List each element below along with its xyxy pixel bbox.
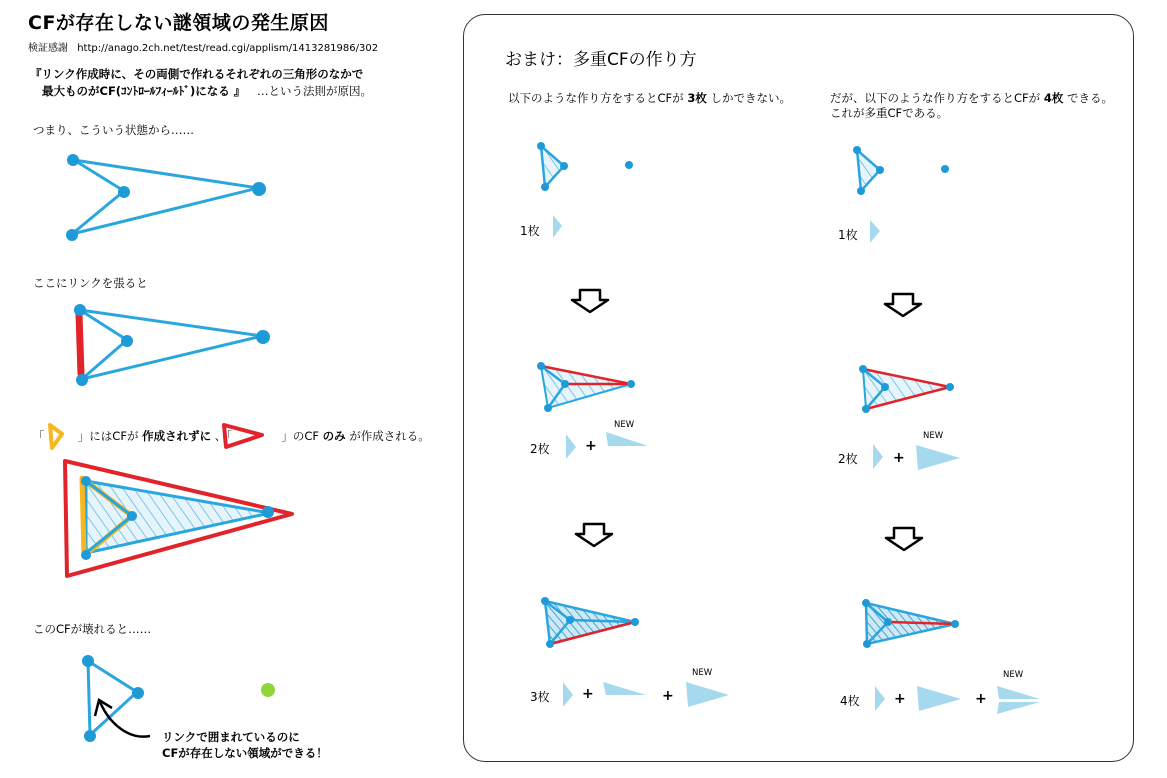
step4-text: このCFが壊れると…… [33,622,152,636]
col1-count-2: 2枚 [530,442,550,456]
col2-count-2: 2枚 [838,452,858,466]
rule-line-1: 『リンク作成時に、その両側で作れるそれぞれの三角形のなかで [30,67,364,81]
col2-intro-pre: だが、以下のような作り方をするとCFが [830,91,1044,105]
col1-intro-bold: 3枚 [687,91,707,105]
portal-dot [857,187,865,195]
link [88,661,90,735]
col1-intro-pre: 以下のような作り方をするとCFが [508,91,688,105]
rule-line-2 [42,83,372,99]
bonus-heading: おまけ：多重CFの作り方 [505,50,697,70]
col2-intro-bold: 4枚 [1043,91,1064,105]
col2-count-3: 4枚 [840,694,860,708]
link [74,160,258,188]
bonus-diagrams [0,0,1,1]
col1-intro [508,90,791,106]
portal-dot [537,362,545,370]
legend-text-1: 」にはCFが [77,429,139,443]
portal-dot [132,687,144,699]
plus-sign: + [894,691,906,707]
portal-dot [74,304,86,316]
plus-sign: + [582,686,594,702]
portal-dot [862,405,870,413]
main-title: CFが存在しない謎領域の発生原因 [28,12,329,34]
plus-sign: + [585,438,597,454]
portal-dot [82,655,94,667]
rule-suffix: …という法則が原因。 [256,84,372,98]
portal-dot [262,506,274,518]
portal-dot [256,330,270,344]
portal-dot [84,730,96,742]
portal-dot [81,550,91,560]
new-link [79,314,81,374]
portal-dot [544,404,552,412]
legend-line [33,428,430,444]
portal-dot [876,166,884,174]
plus-sign: + [662,688,674,704]
credit-label: 検証感謝 [28,43,68,54]
legend-open-bracket: 「 [33,429,45,443]
step2-text: ここにリンクを張ると [33,276,148,290]
portal-dot [853,146,861,154]
step1-text: つまり、こういう状態から…… [33,123,194,137]
callout-line-1: リンクで囲まれているのに [162,730,300,744]
portal-dot [862,599,870,607]
portal-dot [941,165,949,173]
new-label: NEW [923,431,944,441]
portal-dot [66,229,78,241]
portal-dot [627,380,635,388]
callout-line-2: CFが存在しない領域ができる！ [162,746,328,760]
portal-dot [127,511,137,521]
new-label: NEW [1003,670,1024,680]
col2-intro [830,90,1113,106]
col2-intro-post: できる。 [1063,91,1113,105]
col1-count-3: 3枚 [530,690,550,704]
portal-dot [67,154,79,166]
lime-dot [261,683,275,697]
portal-dot [560,162,568,170]
plus-sign: + [975,691,987,707]
link [80,310,262,336]
col2-intro-line2: これが多重CFである。 [830,106,949,120]
portal-dot [118,186,130,198]
portal-dot [881,383,889,391]
portal-dot [252,182,266,196]
legend-bold-2: のみ [322,429,346,443]
portal-dot [625,161,633,169]
portal-dot [863,640,871,648]
portal-dot [546,640,554,648]
col2-count-1: 1枚 [838,228,858,242]
credit-line [28,39,378,54]
credit-url[interactable]: http://anago.2ch.net/test/read.cgi/applism/1413281986/302 [77,43,379,54]
portal-dot [884,618,892,626]
plus-sign: + [893,450,905,466]
legend-text-2: 、「 [214,429,233,443]
portal-dot [81,476,91,486]
portal-dot [951,620,959,628]
link [90,692,137,735]
portal-dot [76,374,88,386]
field-fill [86,481,270,553]
portal-dot [561,380,569,388]
portal-dot [631,618,639,626]
col1-intro-post: しかできない。 [706,91,791,105]
new-label: NEW [692,668,713,678]
legend-text-3: 」のCF [281,429,319,443]
portal-dot [121,335,133,347]
portal-dot [537,142,545,150]
portal-dot [566,616,574,624]
portal-dot [541,597,549,605]
legend-text-4: が作成される。 [349,429,430,443]
portal-dot [859,365,867,373]
col1-count-1: 1枚 [520,224,540,238]
portal-dot [541,183,549,191]
new-label: NEW [614,420,635,430]
portal-dot [946,383,954,391]
rule-line-2-bold: 最大ものがCF(ｺﾝﾄﾛｰﾙﾌｨｰﾙﾄﾞ)になる 』 [42,84,246,98]
legend-bold-1: 作成されずに [142,429,212,443]
link [88,661,137,692]
